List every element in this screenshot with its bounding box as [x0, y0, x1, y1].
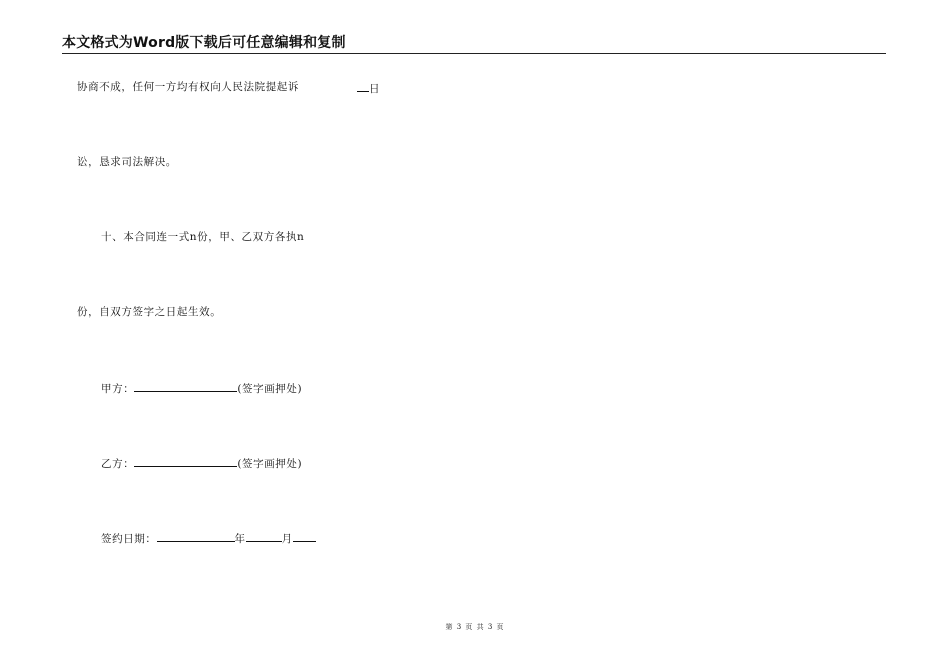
- party-b-blank: [134, 455, 237, 467]
- page-header: [62, 35, 886, 54]
- text-line-1-content: 协商不成，任何一方均有权向人民法院提起诉: [77, 81, 299, 93]
- text-line-1: [77, 80, 299, 94]
- sign-date-line: [101, 530, 316, 546]
- text-line-2: 讼，恳求司法解决。: [77, 156, 177, 168]
- month-blank: [246, 530, 282, 542]
- year-char: 年: [234, 533, 246, 545]
- month-char: 月: [281, 533, 293, 545]
- date-day-blank: [357, 80, 369, 92]
- text-line-3: 十、本合同连一式n份，甲、乙双方各执n: [101, 231, 305, 243]
- day-char: 日: [369, 83, 381, 95]
- party-b-label: 乙方：: [101, 458, 135, 470]
- day-blank: [293, 530, 316, 542]
- page-number: 第 3 页 共 3 页: [445, 623, 505, 631]
- party-b-note: (签字画押处): [237, 458, 303, 470]
- party-a-label: 甲方：: [101, 383, 135, 395]
- text-line-4: 份，自双方签字之日起生效。: [77, 306, 222, 318]
- party-a-note: (签字画押处): [237, 383, 303, 395]
- date-label: 签约日期：: [101, 533, 157, 545]
- year-blank: [157, 530, 235, 542]
- party-b-signature-line: [101, 455, 302, 471]
- text-line-1-tail: [357, 80, 380, 96]
- party-a-signature-line: [101, 380, 302, 396]
- party-a-blank: [134, 380, 237, 392]
- header-title: 本文格式为Word版下载后可任意编辑和复制: [62, 35, 346, 51]
